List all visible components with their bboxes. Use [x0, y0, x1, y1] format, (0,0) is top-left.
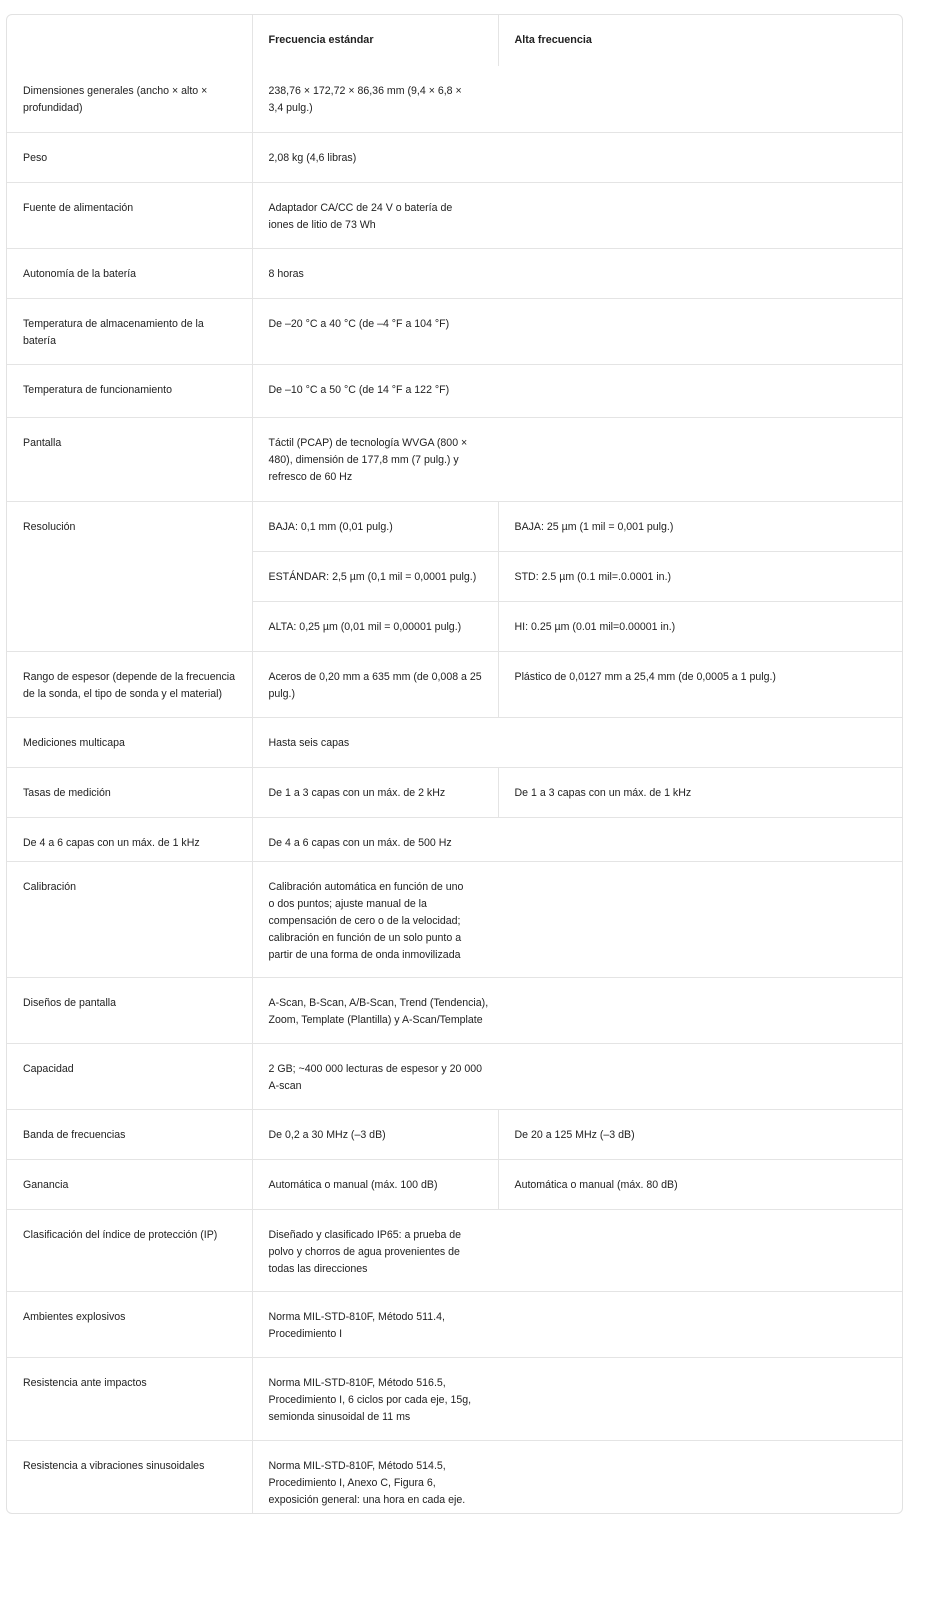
row-label: Resistencia ante impactos	[23, 1376, 147, 1389]
header-high-frequency: Alta frecuencia	[498, 15, 902, 66]
row-label: Clasificación del índice de protección (IP)	[23, 1228, 218, 1241]
table-row	[7, 1357, 902, 1440]
row-value: Adaptador CA/CC de 24 V o batería de iones de litio de 73 Wh	[252, 182, 902, 248]
row-label: Dimensiones generales (ancho × alto × profundidad)	[23, 85, 208, 114]
row-label: Banda de frecuencias	[23, 1128, 126, 1141]
table-row	[7, 298, 902, 364]
table-row	[7, 651, 902, 717]
row-value: Norma MIL-STD-810F, Método 511.4, Procedimiento I	[252, 1291, 902, 1357]
row-value-high: De 1 a 3 capas con un máx. de 1 kHz	[498, 767, 902, 817]
row-value: A-Scan, B-Scan, A/B-Scan, Trend (Tendencia), Zoom, Template (Plantilla) y A-Scan/Template	[252, 977, 902, 1043]
row-value: De –10 °C a 50 °C (de 14 °F a 122 °F)	[252, 364, 902, 417]
row-value: Táctil (PCAP) de tecnología WVGA (800 × 480), dimensión de 177,8 mm (7 pulg.) y refresco de 60 Hz	[252, 417, 902, 501]
row-label: Ambientes explosivos	[23, 1310, 126, 1323]
row-value: Hasta seis capas	[252, 717, 902, 767]
row-value-standard: Automática o manual (máx. 100 dB)	[252, 1159, 498, 1209]
row-value: De 4 a 6 capas con un máx. de 500 Hz	[252, 817, 902, 861]
table-row	[7, 501, 902, 551]
row-label: Diseños de pantalla	[23, 996, 117, 1009]
table-row	[7, 977, 902, 1043]
row-value: Norma MIL-STD-810F, Método 516.5, Procedimiento I, 6 ciclos por cada eje, 15g, semionda sinusoidal de 11 ms	[252, 1357, 902, 1440]
row-label: Temperatura de almacenamiento de la batería	[23, 317, 204, 347]
header-standard-frequency: Frecuencia estándar	[252, 15, 498, 66]
row-label: Peso	[23, 151, 48, 164]
table-row	[7, 132, 902, 182]
row-label: Tasas de medición	[23, 786, 111, 799]
row-label: Temperatura de funcionamiento	[23, 383, 172, 396]
row-value-high: STD: 2.5 µm (0.1 mil=.0.0001 in.)	[498, 551, 902, 601]
table-row	[7, 417, 902, 501]
row-value-standard: De 1 a 3 capas con un máx. de 2 kHz	[252, 767, 498, 817]
row-value-high: Automática o manual (máx. 80 dB)	[498, 1159, 902, 1209]
row-value-high: BAJA: 25 µm (1 mil = 0,001 pulg.)	[498, 501, 902, 551]
table-row	[7, 1109, 902, 1159]
table-row	[7, 1291, 902, 1357]
row-value-high: Plástico de 0,0127 mm a 25,4 mm (de 0,0005 a 1 pulg.)	[498, 651, 902, 717]
row-label: Mediciones multicapa	[23, 736, 125, 749]
row-label: Resolución	[7, 501, 252, 651]
row-label: Calibración	[23, 880, 76, 893]
row-label: Autonomía de la batería	[23, 267, 137, 280]
row-label: Resistencia a vibraciones sinusoidales	[23, 1459, 205, 1472]
table-row	[7, 817, 902, 861]
row-value-standard: ESTÁNDAR: 2,5 µm (0,1 mil = 0,0001 pulg.)	[252, 551, 498, 601]
table-row	[7, 1043, 902, 1109]
table-row	[7, 182, 902, 248]
table-row	[7, 861, 902, 977]
row-value: 238,76 × 172,72 × 86,36 mm (9,4 × 6,8 × 3,4 pulg.)	[252, 66, 902, 132]
table-row	[7, 1440, 902, 1514]
row-value: Norma MIL-STD-810F, Método 514.5, Procedimiento I, Anexo C, Figura 6, exposición general: una hora en cada eje.	[252, 1440, 902, 1514]
row-label: De 4 a 6 capas con un máx. de 1 kHz	[23, 836, 200, 849]
header-empty	[7, 15, 252, 66]
table-row	[7, 364, 902, 417]
table-row	[7, 717, 902, 767]
row-value: Calibración automática en función de uno o dos puntos; ajuste manual de la compensación de cero o de la velocidad; calibración en función de un solo punto a partir de una forma de onda inmovilizada	[252, 861, 902, 977]
row-value: 2,08 kg (4,6 libras)	[252, 132, 902, 182]
table-row	[7, 66, 902, 132]
row-label: Capacidad	[23, 1062, 74, 1075]
row-label: Rango de espesor (depende de la frecuencia de la sonda, el tipo de sonda y el material)	[23, 670, 236, 700]
row-value: 8 horas	[252, 248, 902, 298]
specifications-table	[7, 15, 902, 1514]
row-value: 2 GB; ~400 000 lecturas de espesor y 20 000 A-scan	[252, 1043, 902, 1109]
row-value-high: HI: 0.25 µm (0.01 mil=0.00001 in.)	[498, 601, 902, 651]
row-value-standard: De 0,2 a 30 MHz (–3 dB)	[252, 1109, 498, 1159]
table-header-row	[7, 15, 902, 66]
row-value-high: De 20 a 125 MHz (–3 dB)	[498, 1109, 902, 1159]
table-row	[7, 248, 902, 298]
row-label: Pantalla	[23, 436, 62, 449]
row-label: Fuente de alimentación	[23, 201, 134, 214]
row-value-standard: ALTA: 0,25 µm (0,01 mil = 0,00001 pulg.)	[252, 601, 498, 651]
row-label: Ganancia	[23, 1178, 69, 1191]
row-value: Diseñado y clasificado IP65: a prueba de polvo y chorros de agua provenientes de todas las direcciones	[252, 1209, 902, 1291]
row-value-standard: BAJA: 0,1 mm (0,01 pulg.)	[252, 501, 498, 551]
specifications-table-container	[6, 14, 903, 1514]
table-row	[7, 1209, 902, 1291]
table-row	[7, 1159, 902, 1209]
table-row	[7, 767, 902, 817]
row-value-standard: Aceros de 0,20 mm a 635 mm (de 0,008 a 25 pulg.)	[252, 651, 498, 717]
row-value: De –20 °C a 40 °C (de –4 °F a 104 °F)	[252, 298, 902, 364]
